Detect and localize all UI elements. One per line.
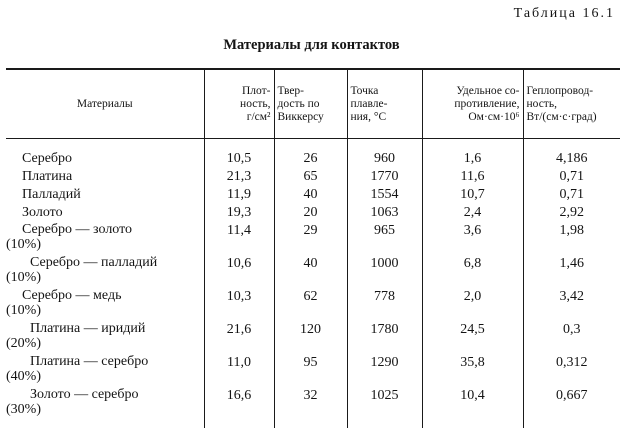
resistivity-cell: 24,5 (422, 321, 523, 354)
table-row (6, 150, 620, 168)
material-name: Серебро — палладий (30, 255, 158, 270)
material-percent: (40%) (6, 369, 41, 384)
melting-cell: 1063 (347, 204, 422, 222)
header-resistivity-line: противление, (454, 97, 520, 110)
melting-cell: 778 (347, 288, 422, 321)
density-cell: 10,3 (204, 288, 274, 321)
material-name: Платина — иридий (30, 321, 146, 336)
density-cell: 10,6 (204, 255, 274, 288)
melting-cell: 1025 (347, 387, 422, 420)
resistivity-cell: 3,6 (422, 222, 523, 255)
material-name: Платина — серебро (30, 354, 149, 369)
conductivity-cell: 0,3 (523, 321, 620, 354)
density-cell: 16,6 (204, 387, 274, 420)
table-title: Материалы для контактов (223, 37, 400, 53)
header-hardness-line: Виккерсу (277, 110, 324, 123)
melting-cell: 960 (347, 150, 422, 168)
density-cell: 21,6 (204, 321, 274, 354)
material-name: Золото (22, 205, 63, 220)
hardness-cell: 40 (274, 186, 347, 204)
conductivity-cell: 1,98 (523, 222, 620, 255)
material-cell (6, 354, 204, 387)
melting-cell: 1554 (347, 186, 422, 204)
density-cell: 10,5 (204, 150, 274, 168)
resistivity-cell: 1,6 (422, 150, 523, 168)
hardness-cell: 120 (274, 321, 347, 354)
header-material: Материалы (6, 69, 204, 139)
table-row (6, 288, 620, 321)
resistivity-cell: 10,4 (422, 387, 523, 420)
material-name: Серебро — медь (22, 288, 122, 303)
table-row (6, 255, 620, 288)
melting-cell: 1770 (347, 168, 422, 186)
table-number: Таблица 16.1 (513, 6, 615, 21)
header-conductivity (523, 69, 620, 139)
conductivity-cell: 0,312 (523, 354, 620, 387)
material-percent: (10%) (6, 237, 41, 252)
header-hardness (274, 69, 347, 139)
material-cell (6, 222, 204, 255)
conductivity-cell: 1,46 (523, 255, 620, 288)
resistivity-cell: 2,4 (422, 204, 523, 222)
material-name: Серебро (22, 151, 73, 166)
material-percent: (10%) (6, 270, 41, 285)
density-cell: 21,3 (204, 168, 274, 186)
header-melting (347, 69, 422, 139)
hardness-cell: 32 (274, 387, 347, 420)
material-cell (6, 387, 204, 420)
conductivity-cell: 0,71 (523, 186, 620, 204)
table-row (6, 387, 620, 420)
header-density (204, 69, 274, 139)
resistivity-cell: 10,7 (422, 186, 523, 204)
material-cell (6, 204, 204, 222)
hardness-cell: 26 (274, 150, 347, 168)
conductivity-cell: 3,42 (523, 288, 620, 321)
material-cell (6, 321, 204, 354)
spacer-row (6, 420, 620, 428)
density-cell: 19,3 (204, 204, 274, 222)
header-resistivity (422, 69, 523, 139)
material-percent: (30%) (6, 402, 41, 417)
header-conductivity-line: Геплопровод- (526, 84, 594, 97)
table-row (6, 354, 620, 387)
density-cell: 11,4 (204, 222, 274, 255)
material-name: Платина (22, 169, 73, 184)
material-name: Золото — серебро (30, 387, 139, 402)
resistivity-cell: 11,6 (422, 168, 523, 186)
table-row (6, 222, 620, 255)
density-cell: 11,9 (204, 186, 274, 204)
header-row (6, 69, 620, 139)
hardness-cell: 29 (274, 222, 347, 255)
hardness-cell: 95 (274, 354, 347, 387)
melting-cell: 1290 (347, 354, 422, 387)
material-cell (6, 186, 204, 204)
table-row (6, 186, 620, 204)
resistivity-cell: 2,0 (422, 288, 523, 321)
header-density-line: г/см² (246, 110, 271, 123)
header-hardness-line: Твер- (277, 84, 304, 97)
table-row (6, 168, 620, 186)
hardness-cell: 62 (274, 288, 347, 321)
material-percent: (20%) (6, 336, 41, 351)
conductivity-cell: 0,71 (523, 168, 620, 186)
density-cell: 11,0 (204, 354, 274, 387)
header-resistivity-line: Удельное со- (456, 84, 520, 97)
header-melting-line: ния, °C (350, 110, 387, 123)
header-conductivity-line: ность, (526, 97, 557, 110)
header-hardness-line: дость по (277, 97, 320, 110)
material-cell (6, 168, 204, 186)
header-density-line: Плот- (242, 84, 271, 97)
materials-table (6, 68, 620, 428)
table-row (6, 321, 620, 354)
material-cell (6, 150, 204, 168)
header-melting-line: плавле- (350, 97, 388, 110)
header-conductivity-line: Вт/(см·с·град) (526, 110, 597, 123)
melting-cell: 1000 (347, 255, 422, 288)
material-cell (6, 288, 204, 321)
hardness-cell: 40 (274, 255, 347, 288)
header-melting-line: Точка (350, 84, 379, 97)
resistivity-cell: 6,8 (422, 255, 523, 288)
material-name: Серебро — золото (22, 222, 133, 237)
material-name: Палладий (22, 187, 81, 202)
resistivity-cell: 35,8 (422, 354, 523, 387)
conductivity-cell: 4,186 (523, 150, 620, 168)
header-resistivity-line: Ом·см·10⁶ (468, 110, 520, 123)
conductivity-cell: 0,667 (523, 387, 620, 420)
header-density-line: ность, (240, 97, 271, 110)
conductivity-cell: 2,92 (523, 204, 620, 222)
material-percent: (10%) (6, 303, 41, 318)
table-row (6, 204, 620, 222)
melting-cell: 965 (347, 222, 422, 255)
spacer-row (6, 139, 620, 151)
hardness-cell: 20 (274, 204, 347, 222)
hardness-cell: 65 (274, 168, 347, 186)
melting-cell: 1780 (347, 321, 422, 354)
material-cell (6, 255, 204, 288)
